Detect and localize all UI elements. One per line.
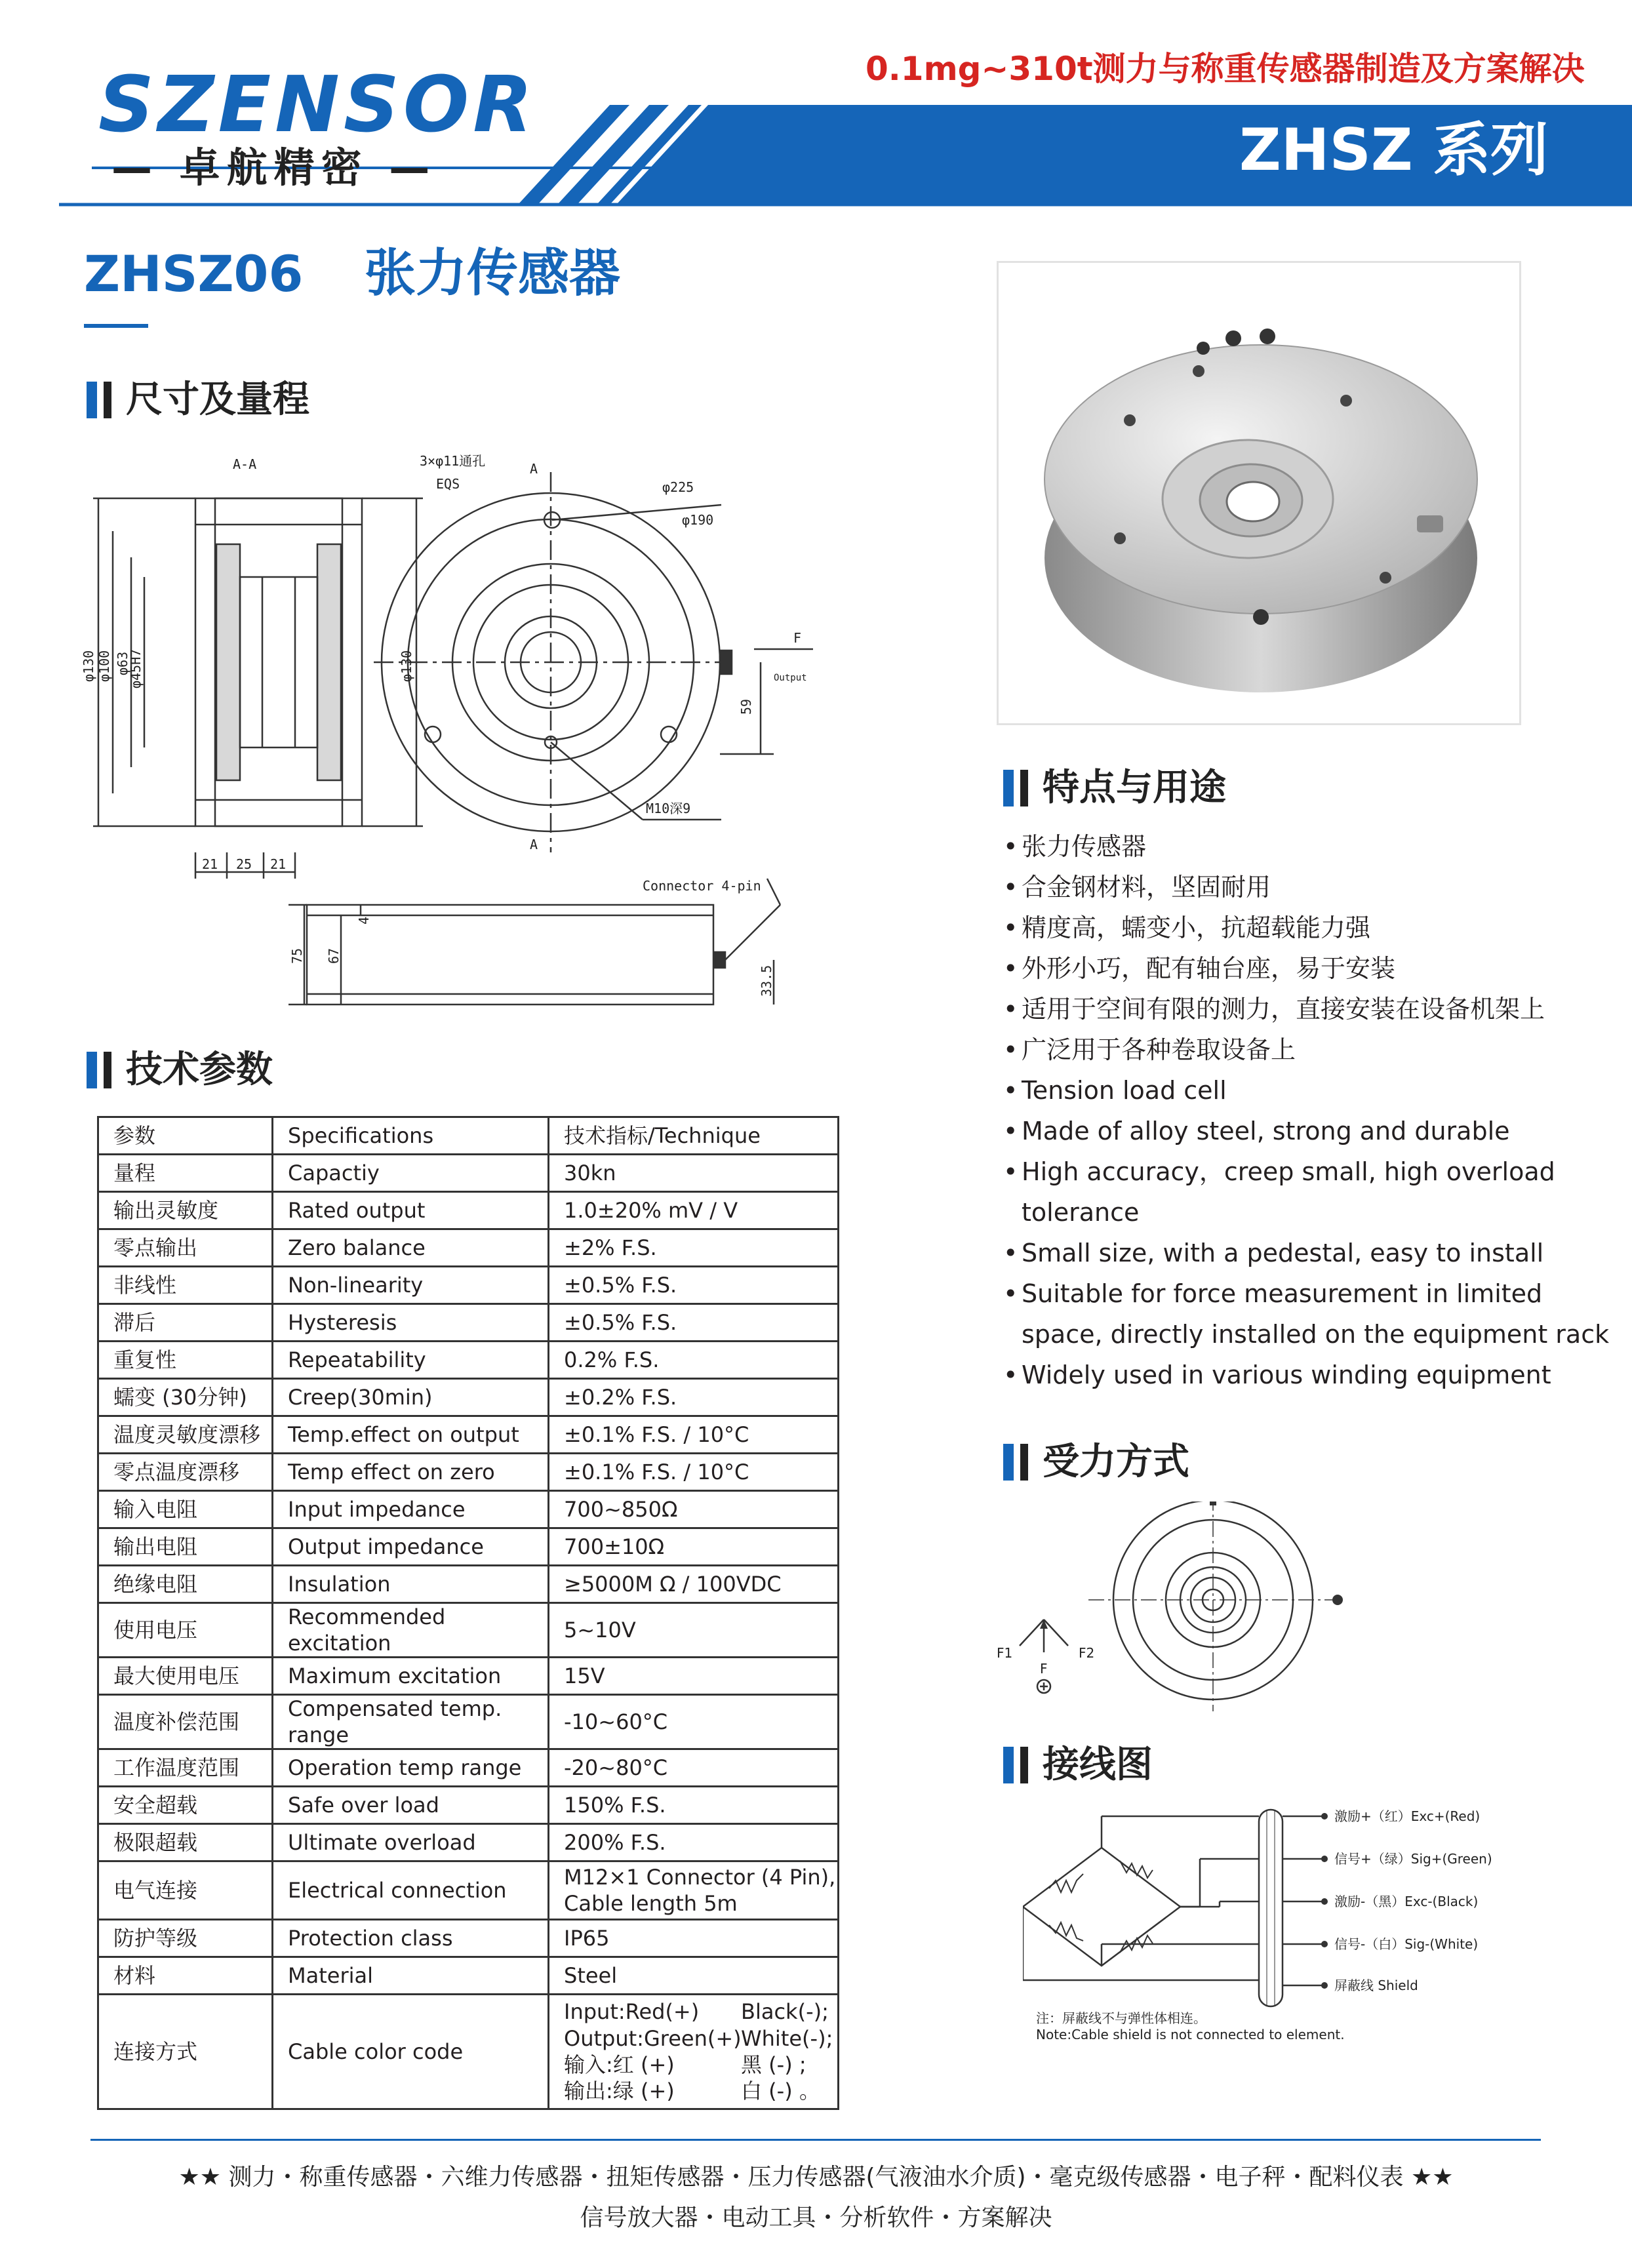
feature-item: • 适用于空间有限的测力，直接安装在设备机架上 bbox=[1003, 995, 1545, 1024]
table-cell: ≥5000M Ω / 100VDC bbox=[549, 1566, 839, 1603]
table-row bbox=[98, 1658, 839, 1695]
table-cell: 输出电阻 bbox=[98, 1528, 273, 1566]
title-underline bbox=[84, 324, 148, 328]
table-cell: 700±10Ω bbox=[549, 1528, 839, 1566]
table-row bbox=[98, 1566, 839, 1603]
table-cell: 30kn bbox=[549, 1155, 839, 1192]
label-w21b: 21 bbox=[270, 856, 287, 872]
feature-item: space, directly installed on the equipment rack bbox=[1022, 1320, 1610, 1349]
table-cell: Temp.effect on output bbox=[273, 1416, 549, 1454]
spec-table bbox=[97, 1116, 839, 2110]
table-cell: 蠕变 (30分钟) bbox=[98, 1379, 273, 1416]
table-row: 连接方式 Cable color code Input:Red(+) Black(-); Output:Green(+) White(-); 输入:红 (+) 黑 (-) ; 输出:绿 (+) 白 (-) 。 bbox=[98, 1995, 839, 2109]
label-h67: 67 bbox=[326, 947, 342, 964]
table-cell: Specifications bbox=[273, 1117, 549, 1155]
table-cell: ±0.1% F.S. / 10°C bbox=[549, 1416, 839, 1454]
table-row bbox=[98, 1749, 839, 1787]
table-row: 材料 Material Steel bbox=[98, 1957, 839, 1995]
label-d190: φ190 bbox=[682, 512, 714, 528]
table-cell: 量程 bbox=[98, 1155, 273, 1192]
wiring-note-en: Note:Cable shield is not connected to element. bbox=[1036, 2027, 1345, 2039]
table-row: 电气连接 Electrical connection M12×1 Connector (4 Pin), Cable length 5m bbox=[98, 1861, 839, 1920]
feature-item: • Made of alloy steel, strong and durable bbox=[1003, 1117, 1510, 1145]
table-cell: Zero balance bbox=[273, 1229, 549, 1267]
footer-line-1: ★★ 测力・称重传感器・六维力传感器・扭矩传感器・压力传感器(气液油水介质)・毫克级传感器・电子秤・配料仪表 ★★ bbox=[178, 2164, 1454, 2191]
table-row bbox=[98, 1267, 839, 1304]
table-cell: 非线性 bbox=[98, 1267, 273, 1304]
wire-sig-plus: 信号+（绿）Sig+(Green) bbox=[1334, 1851, 1492, 1867]
table-row bbox=[98, 1192, 839, 1229]
table-cell: Temp effect on zero bbox=[273, 1454, 549, 1491]
table-cell: 技术指标/Technique bbox=[549, 1117, 839, 1155]
table-cell: 使用电压 bbox=[98, 1603, 273, 1658]
table-cell: Capactiy bbox=[273, 1155, 549, 1192]
table-header-row bbox=[98, 1117, 839, 1155]
table-row bbox=[98, 1491, 839, 1528]
feature-item: • Tension load cell bbox=[1003, 1076, 1227, 1105]
table-cell: 150% F.S. bbox=[549, 1787, 839, 1824]
label-eqs: EQS bbox=[436, 476, 460, 492]
table-cell: Insulation bbox=[273, 1566, 549, 1603]
table-cell: -10~60°C bbox=[549, 1695, 839, 1749]
label-section-aa: A-A bbox=[233, 456, 257, 472]
table-cell: 重复性 bbox=[98, 1342, 273, 1379]
footer-rule bbox=[90, 2139, 1541, 2141]
table-cell: Operation temp range bbox=[273, 1749, 549, 1787]
feature-item: • 张力传感器 bbox=[1003, 832, 1147, 861]
table-cell: ±0.2% F.S. bbox=[549, 1379, 839, 1416]
table-cell: Ultimate overload bbox=[273, 1824, 549, 1861]
table-cell: 0.2% F.S. bbox=[549, 1342, 839, 1379]
wiring-note-cn: 注：屏蔽线不与弹性体相连。 bbox=[1036, 2010, 1206, 2026]
label-d63: φ63 bbox=[115, 651, 130, 675]
label-thread: M10深9 bbox=[646, 801, 691, 816]
label-holes: 3×φ11通孔 bbox=[420, 453, 486, 469]
table-cell: Rated output bbox=[273, 1192, 549, 1229]
table-row bbox=[98, 1787, 839, 1824]
wire-sig-minus: 信号-（白）Sig-(White) bbox=[1334, 1936, 1479, 1952]
wire-exc-plus: 激励+（红）Exc+(Red) bbox=[1334, 1808, 1481, 1824]
table-cell: Compensated temp. range bbox=[273, 1695, 549, 1749]
label-d130-right: φ130 bbox=[399, 650, 414, 682]
product-code: ZHSZ06 bbox=[84, 245, 304, 303]
footer-line-2: 信号放大器・电动工具・分析软件・方案解决 bbox=[580, 2204, 1052, 2231]
feature-item: • 合金钢材料，坚固耐用 bbox=[1003, 873, 1271, 902]
table-row bbox=[98, 1155, 839, 1192]
table-cell: Input impedance bbox=[273, 1491, 549, 1528]
feature-item: tolerance bbox=[1022, 1198, 1140, 1227]
feature-item: • Suitable for force measurement in limited bbox=[1003, 1279, 1543, 1308]
table-cell: Safe over load bbox=[273, 1787, 549, 1824]
table-cell: 零点输出 bbox=[98, 1229, 273, 1267]
table-cell: Repeatability bbox=[273, 1342, 549, 1379]
table-cell: 700~850Ω bbox=[549, 1491, 839, 1528]
section-loading: 受力方式 bbox=[1043, 1441, 1189, 1483]
table-cell: Maximum excitation bbox=[273, 1658, 549, 1695]
wire-shield: 屏蔽线 Shield bbox=[1334, 1978, 1418, 1993]
logo-subtitle-text: 卓航精密 bbox=[179, 144, 368, 191]
table-cell: Hysteresis bbox=[273, 1304, 549, 1342]
label-f: F bbox=[1040, 1661, 1048, 1677]
table-cell: 输入电阻 bbox=[98, 1491, 273, 1528]
table-cell: 5~10V bbox=[549, 1603, 839, 1658]
table-cell: 1.0±20% mV / V bbox=[549, 1192, 839, 1229]
label-h4: 4 bbox=[356, 916, 372, 925]
table-row bbox=[98, 1454, 839, 1491]
label-d100: φ100 bbox=[96, 650, 112, 682]
section-wiring: 接线图 bbox=[1043, 1743, 1153, 1786]
cable-color-grid: Input:Red(+) Black(-); Output:Green(+) White(-); 输入:红 (+) 黑 (-) ; 输出:绿 (+) 白 (-) 。 bbox=[564, 1999, 833, 2104]
wiring-diagram bbox=[1023, 1790, 1574, 2039]
loading-diagram bbox=[990, 1502, 1383, 1718]
label-f1: F1 bbox=[997, 1645, 1013, 1661]
table-cell: ±2% F.S. bbox=[549, 1229, 839, 1267]
wire-exc-minus: 激励-（黑）Exc-(Black) bbox=[1334, 1894, 1479, 1909]
label-w21a: 21 bbox=[202, 856, 218, 872]
product-photo bbox=[999, 263, 1519, 723]
logo-subtitle: — 卓航精密 — bbox=[111, 144, 437, 191]
table-cell: ±0.5% F.S. bbox=[549, 1267, 839, 1304]
table-cell: -20~80°C bbox=[549, 1749, 839, 1787]
label-d225: φ225 bbox=[662, 479, 694, 495]
table-cell: 绝缘电阻 bbox=[98, 1566, 273, 1603]
label-force: F bbox=[793, 630, 802, 646]
logo-text: SZENSOR bbox=[98, 59, 537, 149]
feature-item: • Widely used in various winding equipment bbox=[1003, 1361, 1551, 1389]
table-cell: 15V bbox=[549, 1658, 839, 1695]
feature-item: • 外形小巧，配有轴台座，易于安装 bbox=[1003, 954, 1396, 983]
table-row bbox=[98, 1528, 839, 1566]
table-cell: Non-linearity bbox=[273, 1267, 549, 1304]
table-cell: ±0.5% F.S. bbox=[549, 1304, 839, 1342]
table-row bbox=[98, 1824, 839, 1861]
feature-item: • 广泛用于各种卷取设备上 bbox=[1003, 1035, 1296, 1064]
label-59: 59 bbox=[738, 698, 754, 715]
table-cell: 安全超载 bbox=[98, 1787, 273, 1824]
label-w25: 25 bbox=[236, 856, 252, 872]
feature-item: • 精度高，蠕变小，抗超载能力强 bbox=[1003, 913, 1371, 942]
label-output: Output bbox=[774, 673, 807, 683]
table-row bbox=[98, 1603, 839, 1658]
label-h75: 75 bbox=[289, 947, 305, 964]
table-cell: 工作温度范围 bbox=[98, 1749, 273, 1787]
table-cell: 参数 bbox=[98, 1117, 273, 1155]
table-row bbox=[98, 1695, 839, 1749]
table-cell: 滞后 bbox=[98, 1304, 273, 1342]
table-cell: 温度补偿范围 bbox=[98, 1695, 273, 1749]
table-row bbox=[98, 1416, 839, 1454]
product-photo-frame bbox=[997, 261, 1521, 725]
table-row bbox=[98, 1304, 839, 1342]
feature-item: • High accuracy，creep small, high overload bbox=[1003, 1157, 1555, 1186]
table-row bbox=[98, 1379, 839, 1416]
table-cell: 温度灵敏度漂移 bbox=[98, 1416, 273, 1454]
section-features: 特点与用途 bbox=[1043, 766, 1226, 809]
table-cell: Recommended excitation bbox=[273, 1603, 549, 1658]
label-connector: Connector 4-pin bbox=[643, 878, 761, 894]
table-cell: 输出灵敏度 bbox=[98, 1192, 273, 1229]
table-cell: ±0.1% F.S. / 10°C bbox=[549, 1454, 839, 1491]
table-cell: 极限超载 bbox=[98, 1824, 273, 1861]
table-cell: 200% F.S. bbox=[549, 1824, 839, 1861]
tagline: 0.1mg~310t测力与称重传感器制造及方案解决 bbox=[866, 50, 1585, 88]
table-row bbox=[98, 1229, 839, 1267]
table-row: 防护等级 Protection class IP65 bbox=[98, 1920, 839, 1957]
table-row bbox=[98, 1342, 839, 1379]
table-cell: 最大使用电压 bbox=[98, 1658, 273, 1695]
label-f2: F2 bbox=[1079, 1645, 1095, 1661]
table-cell: Creep(30min) bbox=[273, 1379, 549, 1416]
label-cut-top: A bbox=[530, 461, 538, 477]
series-title: ZHSZ 系列 bbox=[1239, 116, 1549, 184]
section-dimensions: 尺寸及量程 bbox=[126, 378, 309, 421]
label-d45: φ45H7 bbox=[128, 648, 144, 688]
feature-item: • Small size, with a pedestal, easy to install bbox=[1003, 1239, 1544, 1267]
label-h33: 33.5 bbox=[759, 965, 774, 997]
label-d130-left: φ130 bbox=[81, 650, 96, 682]
table-cell: 零点温度漂移 bbox=[98, 1454, 273, 1491]
technical-drawing bbox=[66, 446, 852, 1036]
table-cell: Output impedance bbox=[273, 1528, 549, 1566]
section-specs: 技术参数 bbox=[126, 1048, 273, 1091]
product-name: 张力传感器 bbox=[365, 244, 621, 303]
label-cut-bottom: A bbox=[530, 837, 538, 852]
